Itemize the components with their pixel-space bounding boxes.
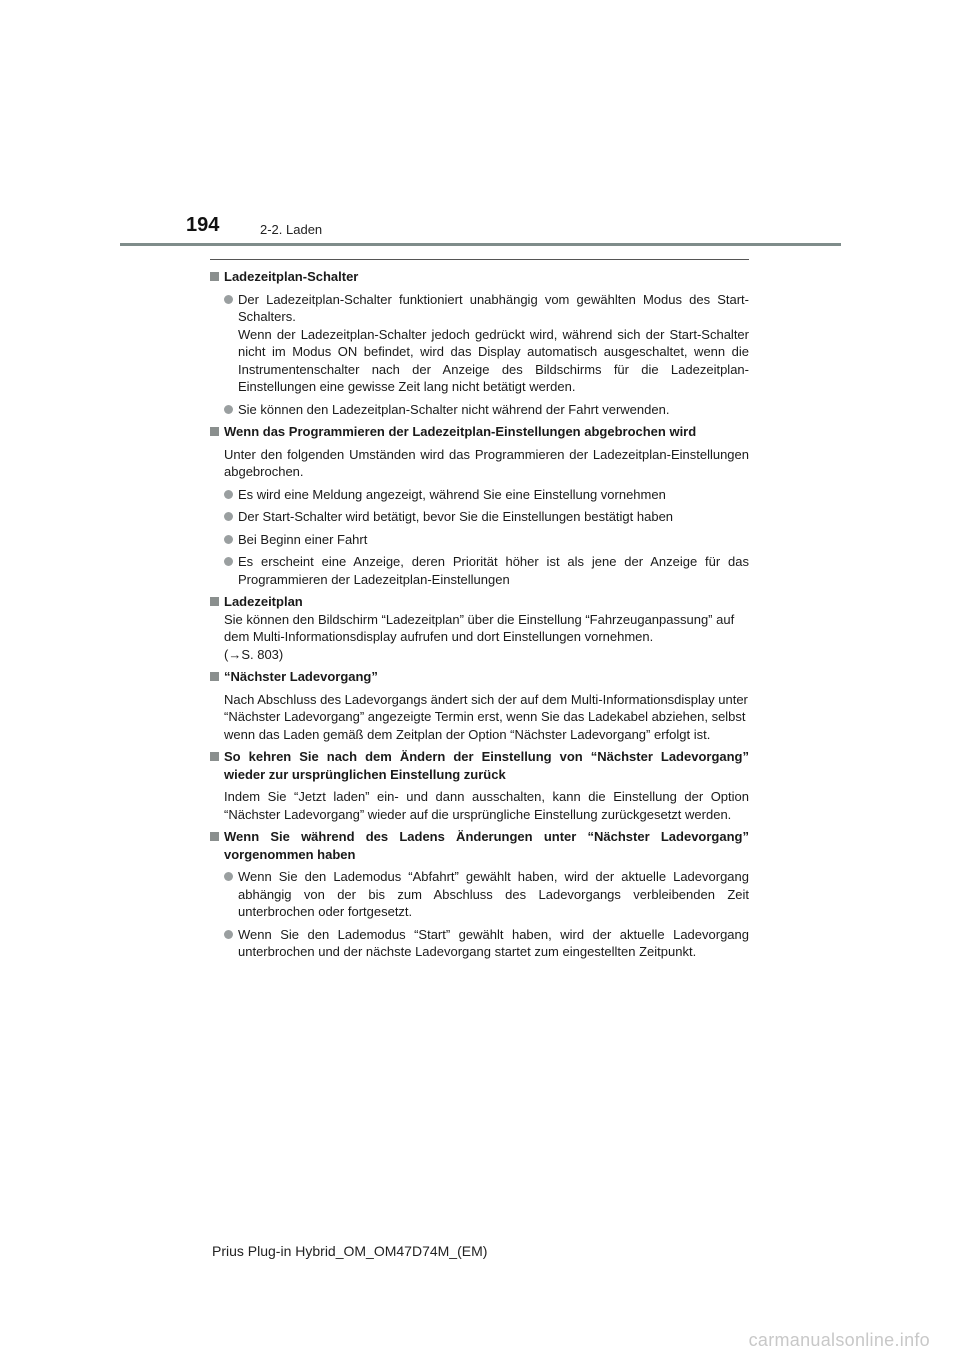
content	[210, 268, 749, 966]
page-reference[interactable]: (→S. 803)	[224, 646, 284, 662]
circle-bullet-icon	[224, 930, 233, 939]
circle-bullet-icon	[224, 512, 233, 521]
circle-bullet-icon	[224, 490, 233, 499]
section-heading: Wenn Sie während des Ladens Änderungen unter “Nächster Ladevorgang” vorgenommen haben	[210, 828, 749, 863]
section-paragraph: Unter den folgenden Umständen wird das Programmieren der Ladezeitplan-Einstellungen abgebrochen.	[224, 446, 749, 479]
circle-bullet-icon	[224, 557, 233, 566]
section-heading: “Nächster Ladevorgang”	[210, 668, 749, 686]
watermark: carmanualsonline.info	[748, 1330, 930, 1350]
section-heading: Ladezeitplan	[210, 593, 749, 611]
list-item: Es wird eine Meldung angezeigt, während Sie eine Einstellung vornehmen	[210, 486, 749, 504]
content-rule	[210, 259, 749, 260]
square-bullet-icon	[210, 427, 219, 436]
circle-bullet-icon	[224, 872, 233, 881]
section-heading: Ladezeitplan-Schalter	[210, 268, 749, 286]
section-heading: Wenn das Programmieren der Ladezeitplan-Einstellungen abgebrochen wird	[210, 423, 749, 441]
section-label: 2-2. Laden	[260, 222, 323, 237]
square-bullet-icon	[210, 672, 219, 681]
circle-bullet-icon	[224, 295, 233, 304]
section-paragraph: Nach Abschluss des Ladevorgangs ändert sich der auf dem Multi-Informationsdisplay unter “Nächster Ladevorgang” angezeigte Termin erst, wenn Sie das Ladekabel abziehen, selbst wenn das Laden gemäß dem Zeitplan der Option “Nächster Ladevorgang” erfolgt ist.	[224, 691, 748, 742]
section-heading: So kehren Sie nach dem Ändern der Einstellung von “Nächster Ladevorgang” wieder zur ursprünglichen Einstellung zurück	[210, 748, 749, 783]
list-item: Bei Beginn einer Fahrt	[210, 531, 749, 549]
footer-text: Prius Plug-in Hybrid_OM_OM47D74M_(EM)	[212, 1243, 488, 1259]
list-item: Wenn Sie den Lademodus “Start” gewählt haben, wird der aktuelle Ladevorgang unterbrochen und der nächste Ladevorgang startet zum eingestellten Zeitpunkt.	[210, 926, 749, 961]
square-bullet-icon	[210, 272, 219, 281]
list-item: Sie können den Ladezeitplan-Schalter nicht während der Fahrt verwenden.	[210, 401, 749, 419]
list-item: Der Ladezeitplan-Schalter funktioniert unabhängig vom gewählten Modus des Start-Schalters. Wenn der Ladezeitplan-Schalter jedoch gedrückt wird, während sich der Start-Schalter nicht im Modus ON befindet, wird das Display automatisch ausgeschaltet, wenn die Instrumentenschalter nach der Anzeige des Bildschirms für die Ladezeitplan-Einstellungen eine gewisse Zeit lang nicht betätigt werden.	[210, 291, 749, 396]
section-paragraph: Sie können den Bildschirm “Ladezeitplan” über die Einstellung “Fahrzeuganpassung” auf dem Multi-Informationsdisplay aufrufen und dort Einstellungen vornehmen. (→S. 803)	[210, 611, 749, 664]
list-item: Es erscheint eine Anzeige, deren Priorität höher ist als jene der Anzeige für das Programmieren der Ladezeitplan-Einstellungen	[210, 553, 749, 588]
square-bullet-icon	[210, 832, 219, 841]
square-bullet-icon	[210, 752, 219, 761]
section-paragraph: Indem Sie “Jetzt laden” ein- und dann ausschalten, kann die Einstellung der Option “Nächster Ladevorgang” wieder auf die ursprüngliche Einstellung zurückgesetzt werden.	[224, 789, 749, 822]
header-rule	[120, 243, 841, 246]
list-item: Der Start-Schalter wird betätigt, bevor Sie die Einstellungen bestätigt haben	[210, 508, 749, 526]
page-number: 194	[186, 214, 220, 236]
circle-bullet-icon	[224, 405, 233, 414]
list-item: Wenn Sie den Lademodus “Abfahrt” gewählt haben, wird der aktuelle Ladevorgang abhängig von der bis zum Abschluss des Ladevorgangs verbleibenden Zeit unterbrochen oder fortgesetzt.	[210, 868, 749, 921]
circle-bullet-icon	[224, 535, 233, 544]
square-bullet-icon	[210, 597, 219, 606]
